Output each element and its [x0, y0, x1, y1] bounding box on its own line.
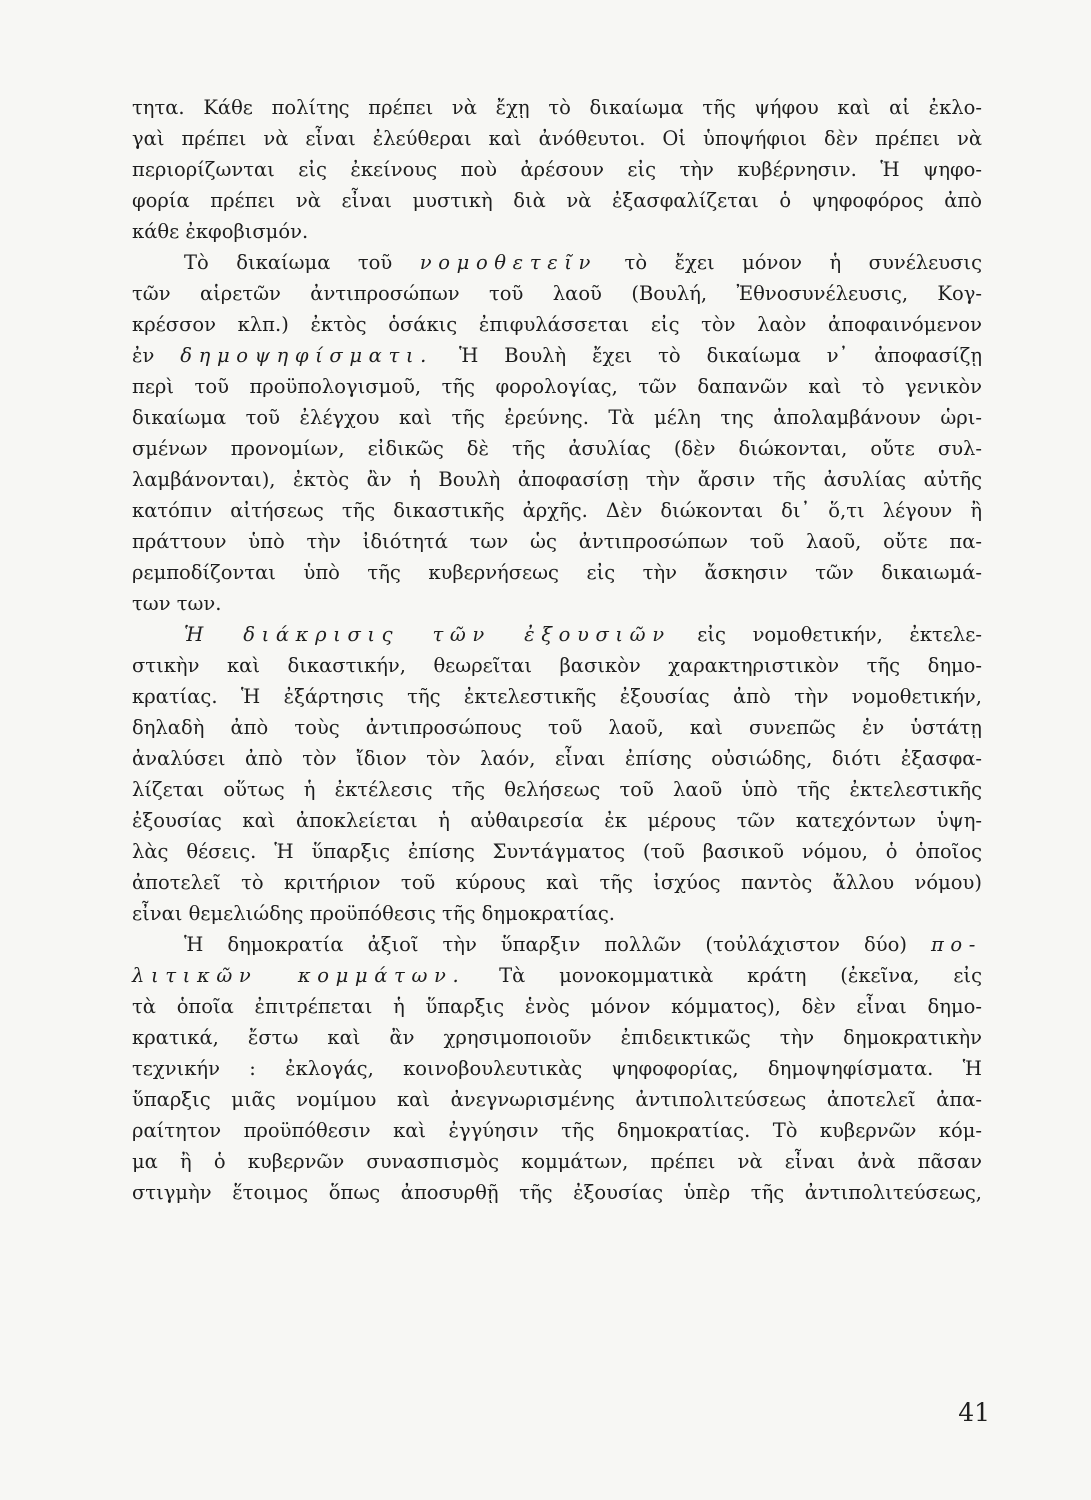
text-line: [132, 960, 982, 991]
text-line: τὰ ὁποῖα ἐπιτρέπεται ἡ ὕπαρξις ἑνὸς μόνον κόμματος), δὲν εἶναι δημο-: [132, 995, 982, 1018]
text-line: των των.: [132, 592, 222, 615]
text-line: κρέσσον κλπ.) ἐκτὸς ὁσάκις ἐπιφυλάσσεται εἰς τὸν λαὸν ἀποφαινόμενον: [132, 313, 982, 336]
spaced-emphasis: Ἡ διάκρισις τῶν ἐξουσιῶν: [184, 623, 671, 646]
text-line: τῶν αἱρετῶν ἀντιπροσώπων τοῦ λαοῦ (Βουλή, Ἐθνοσυνέλευσις, Κογ-: [132, 282, 982, 305]
text-line: ρεμποδίζονται ὑπὸ τῆς κυβερνήσεως εἰς τὴν ἄσκησιν τῶν δικαιωμά-: [132, 561, 982, 584]
text-line: δηλαδὴ ἀπὸ τοὺς ἀντιπροσώπους τοῦ λαοῦ, καὶ συνεπῶς ἐν ὑστάτῃ: [132, 716, 982, 739]
text-line: ὕπαρξις μιᾶς νομίμου καὶ ἀνεγνωρισμένης ἀντιπολιτεύσεως ἀποτελεῖ ἀπα-: [132, 1088, 982, 1111]
text-line: [132, 619, 982, 650]
text-line: δικαίωμα τοῦ ἐλέγχου καὶ τῆς ἐρεύνης. Τὰ μέλη της ἀπολαμβάνουν ὡρι-: [132, 406, 982, 429]
text-line: ἀναλύσει ἀπὸ τὸν ἴδιον τὸν λαόν, εἶναι ἐπίσης οὐσιώδης, διότι ἐξασφα-: [132, 747, 982, 770]
text-line: εἶναι θεμελιώδης προϋπόθεσις τῆς δημοκρατίας.: [132, 902, 615, 925]
text-line: [132, 247, 982, 278]
text-line: ραίτητον προϋπόθεσιν καὶ ἐγγύησιν τῆς δημοκρατίας. Τὸ κυβερνῶν κόμ-: [132, 1119, 982, 1142]
text-line: ἀποτελεῖ τὸ κριτήριον τοῦ κύρους καὶ τῆς ἰσχύος παντὸς ἄλλου νόμου): [132, 871, 982, 894]
text-line: τητα. Κάθε πολίτης πρέπει νὰ ἔχῃ τὸ δικαίωμα τῆς ψήφου καὶ αἱ ἐκλο-: [132, 96, 982, 119]
text-line: σμένων προνομίων, εἰδικῶς δὲ τῆς ἀσυλίας (δὲν διώκονται, οὔτε συλ-: [132, 437, 982, 460]
text-line: στιγμὴν ἕτοιμος ὅπως ἀποσυρθῇ τῆς ἐξουσίας ὑπὲρ τῆς ἀντιπολιτεύσεως,: [132, 1181, 982, 1204]
text-segment: Τὰ μονοκομματικὰ κράτη (ἐκεῖνα, εἰς: [465, 964, 982, 987]
text-line: μα ἢ ὁ κυβερνῶν συνασπισμὸς κομμάτων, πρέπει νὰ εἶναι ἀνὰ πᾶσαν: [132, 1150, 982, 1173]
text-segment: ἐν: [132, 344, 181, 367]
text-line: [132, 929, 982, 960]
text-line: στικὴν καὶ δικαστικήν, θεωρεῖται βασικὸν χαρακτηριστικὸν τῆς δημο-: [132, 654, 982, 677]
spaced-emphasis: δημοψηφίσματι.: [180, 344, 433, 367]
text-line: κατόπιν αἰτήσεως τῆς δικαστικῆς ἀρχῆς. Δὲν διώκονται δι᾿ ὅ,τι λέγουν ἢ: [132, 499, 982, 522]
text-line: πράττουν ὑπὸ τὴν ἰδιότητά των ὡς ἀντιπροσώπων τοῦ λαοῦ, οὔτε πα-: [132, 530, 982, 553]
spaced-emphasis: λιτικῶν κομμάτων.: [132, 964, 466, 987]
text-line: λὰς θέσεις. Ἡ ὕπαρξις ἐπίσης Συντάγματος (τοῦ βασικοῦ νόμου, ὁ ὁποῖος: [132, 840, 982, 863]
text-line: τεχνικήν : ἐκλογάς, κοινοβουλευτικὰς ψηφοφορίας, δημοψηφίσματα. Ἡ: [132, 1057, 982, 1080]
text-line: κάθε ἐκφοβισμόν.: [132, 220, 309, 243]
body-text: [132, 92, 982, 1208]
text-line: κρατίας. Ἡ ἐξάρτησις τῆς ἐκτελεστικῆς ἐξουσίας ἀπὸ τὴν νομοθετικήν,: [132, 685, 982, 708]
text-line: λίζεται οὕτως ἡ ἐκτέλεσις τῆς θελήσεως τοῦ λαοῦ ὑπὸ τῆς ἐκτελεστικῆς: [132, 778, 982, 801]
text-line: ἐξουσίας καὶ ἀποκλείεται ἡ αὐθαιρεσία ἐκ μέρους τῶν κατεχόντων ὑψη-: [132, 809, 982, 832]
text-line: [132, 340, 982, 371]
text-line: κρατικά, ἔστω καὶ ἂν χρησιμοποιοῦν ἐπιδεικτικῶς τὴν δημοκρατικὴν: [132, 1026, 982, 1049]
text-line: περὶ τοῦ προϋπολογισμοῦ, τῆς φορολογίας, τῶν δαπανῶν καὶ τὸ γενικὸν: [132, 375, 982, 398]
text-line: φορία πρέπει νὰ εἶναι μυστικὴ διὰ νὰ ἐξασφαλίζεται ὁ ψηφοφόρος ἀπὸ: [132, 189, 982, 212]
text-line: περιορίζωνται εἰς ἐκείνους ποὺ ἀρέσουν εἰς τὴν κυβέρνησιν. Ἡ ψηφο-: [132, 158, 982, 181]
text-segment: τὸ ἔχει μόνον ἡ συνέλευσις: [597, 251, 982, 274]
spaced-emphasis: νομοθετεῖν: [419, 251, 598, 274]
text-segment: εἰς νομοθετικήν, ἐκτελε-: [670, 623, 982, 646]
text-line: λαμβάνονται), ἐκτὸς ἂν ἡ Βουλὴ ἀποφασίσῃ τὴν ἄρσιν τῆς ἀσυλίας αὐτῆς: [132, 468, 982, 491]
text-line: γαὶ πρέπει νὰ εἶναι ἐλεύθεραι καὶ ἀνόθευτοι. Οἱ ὑποψήφιοι δὲν πρέπει νὰ: [132, 127, 982, 150]
page-number: 41: [958, 1398, 990, 1427]
spaced-emphasis: πο-: [930, 933, 982, 956]
text-segment: Ἡ Βουλὴ ἔχει τὸ δικαίωμα ν᾿ ἀποφασίζῃ: [433, 344, 982, 367]
text-segment: Ἡ δημοκρατία ἀξιοῖ τὴν ὕπαρξιν πολλῶν (τοὐλάχιστον δύο): [184, 933, 931, 956]
text-segment: Τὸ δικαίωμα τοῦ: [184, 251, 420, 274]
